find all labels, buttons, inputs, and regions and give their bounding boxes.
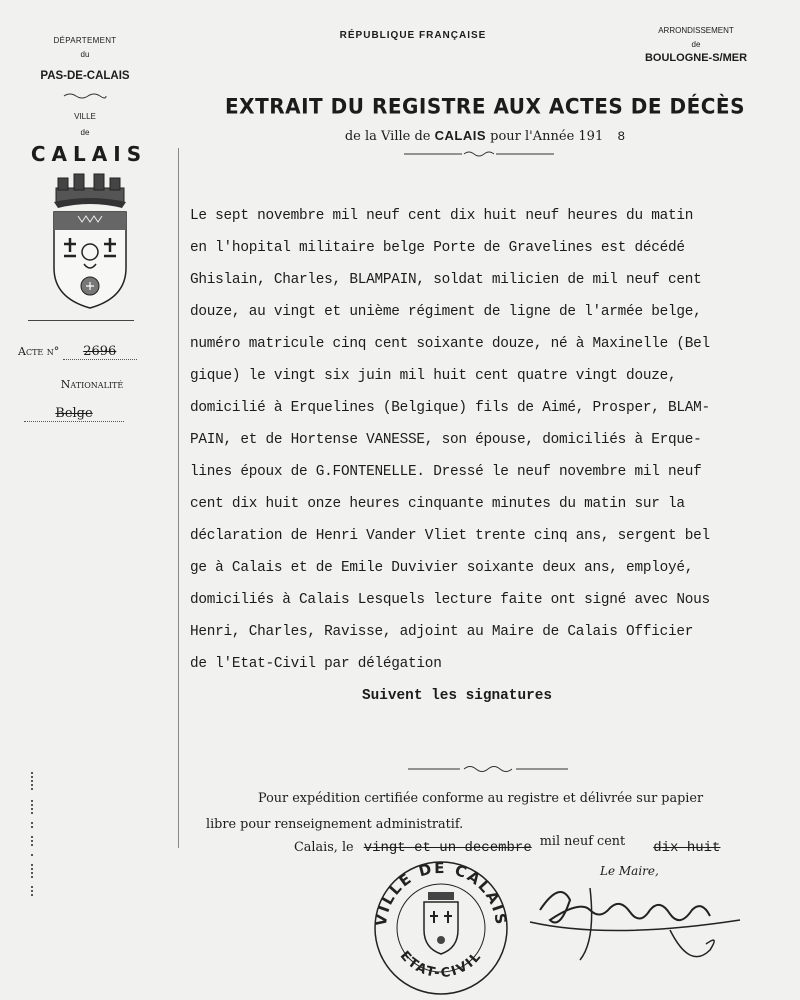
nationalite-value: Belge (24, 406, 124, 422)
republic-header: RÉPUBLIQUE FRANÇAISE (339, 30, 487, 41)
text-line: PAIN, et de Hortense VANESSE, son épouse, domiciliés à Erque- (190, 432, 702, 448)
coat-of-arms-icon (48, 172, 132, 312)
mayor-signature-icon (520, 870, 750, 980)
text-line: gique) le vingt six juin mil huit cent quatre vingt douze, (190, 368, 677, 384)
cert-line-2: libre pour renseignement administratif. (206, 817, 464, 832)
date-line (294, 834, 721, 856)
acte-number: 2696 (63, 344, 137, 360)
stamp-bottom-text: ETAT-CIVIL (396, 948, 486, 982)
date-place: Calais, le (294, 840, 354, 855)
department-name: PAS-DE-CALAIS (40, 70, 130, 82)
maire-label: Le Maire, (600, 864, 659, 878)
nationalite-label: Nationalité (60, 378, 124, 391)
stamp-top-text: VILLE DE CALAIS (371, 858, 511, 928)
arrondissement-name: BOULOGNE-S/MER (644, 52, 748, 64)
subtitle-city: CALAIS (434, 128, 487, 143)
left-divider (28, 320, 134, 321)
acte-number-field (18, 344, 137, 360)
subtitle-prefix: de la Ville de (344, 129, 431, 144)
subtitle-middle: pour l'Année 191 (490, 129, 604, 144)
text-line: domicilié à Erquelines (Belgique) fils de Aimé, Prosper, BLAM- (190, 400, 710, 416)
date-year-suffix: dix huit (653, 840, 721, 856)
date-day-month: vingt et un decembre (363, 840, 532, 856)
department-du: du (80, 50, 90, 59)
ville-label: VILLE (74, 112, 96, 121)
document-subtitle (250, 128, 720, 144)
death-record-text (190, 200, 800, 680)
text-line: déclaration de Henri Vander Vliet trente cinq ans, sergent bel (190, 528, 710, 544)
arrondissement-de: de (691, 40, 701, 49)
subtitle-year-digit: 8 (617, 129, 626, 144)
column-divider (178, 148, 179, 848)
acte-label: Acte n° (18, 345, 60, 358)
bottom-ornament-icon (408, 764, 568, 774)
document-title: EXTRAIT DU REGISTRE AUX ACTES DE DÉCÈS (225, 93, 745, 119)
city-name: CALAIS (30, 142, 148, 166)
text-line: Henri, Charles, Ravisse, adjoint au Maire de Calais Officier (190, 624, 694, 640)
official-stamp-icon (366, 856, 516, 996)
text-line: en l'hopital militaire belge Porte de Gravelines est décédé (190, 240, 685, 256)
department-label: DÉPARTEMENT (53, 36, 117, 45)
text-line: numéro matricule cinq cent soixante douze, né à Maxinelle (Bel (190, 336, 710, 352)
date-year-prefix: mil neuf cent (539, 834, 626, 849)
text-line: Ghislain, Charles, BLAMPAIN, soldat milicien de mil neuf cent (190, 272, 702, 288)
text-line: domiciliés à Calais Lesquels lecture faite ont signé avec Nous (190, 592, 710, 608)
text-line: ge à Calais et de Emile Duvivier soixante deux ans, employé, (190, 560, 694, 576)
arrondissement-label: ARRONDISSEMENT (658, 26, 734, 35)
title-ornament-icon (404, 150, 554, 158)
cert-line-1: Pour expédition certifiée conforme au registre et délivrée sur papier (258, 791, 704, 806)
text-line: Le sept novembre mil neuf cent dix huit neuf heures du matin (190, 208, 694, 224)
closing-line: Suivent les signatures (362, 688, 552, 704)
ornament-icon (62, 92, 108, 100)
text-line: cent dix huit onze heures cinquante minutes du matin sur la (190, 496, 685, 512)
text-line: douze, au vingt et unième régiment de ligne de l'armée belge, (190, 304, 702, 320)
certification-text (206, 786, 776, 838)
text-line: de l'Etat-Civil par délégation (190, 656, 442, 672)
margin-printer-mark (28, 770, 36, 900)
text-line: lines époux de G.FONTENELLE. Dressé le neuf novembre mil neuf (190, 464, 702, 480)
ville-de: de (80, 128, 90, 137)
